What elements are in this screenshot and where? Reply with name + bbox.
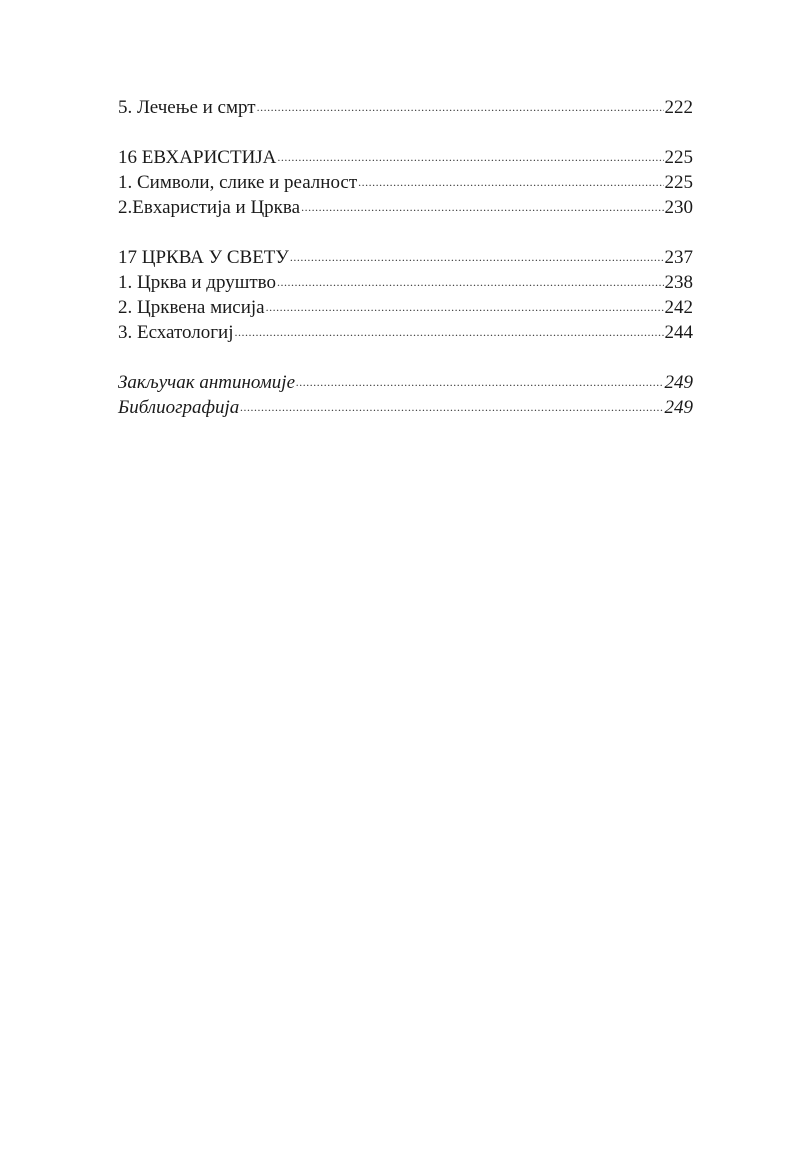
- toc-entry-page: 242: [664, 297, 693, 318]
- toc-dot-leader: [301, 195, 663, 220]
- toc-entry-page: 244: [664, 322, 693, 343]
- toc-entry-title: 3. Есхатологиј: [118, 322, 234, 343]
- toc-entry: [118, 270, 693, 295]
- toc-entry-title: 2.Евхаристија и Црква: [118, 197, 301, 218]
- toc-entry-conclusion: [118, 370, 693, 395]
- toc-entry: [118, 320, 693, 345]
- toc-entry: [118, 195, 693, 220]
- toc-dot-leader: [277, 145, 663, 170]
- toc-entry-page: 237: [664, 247, 693, 268]
- toc-entry-title: Закључак антиномије: [118, 372, 296, 393]
- toc-entry-title: 16 ЕВХАРИСТИЈА: [118, 147, 277, 168]
- toc-entry-page: 249: [664, 372, 693, 393]
- toc-dot-leader: [240, 395, 663, 420]
- toc-dot-leader: [290, 245, 664, 270]
- toc-entry-page: 225: [664, 172, 693, 193]
- toc-dot-leader: [296, 370, 663, 395]
- toc-entry-bibliography: [118, 395, 693, 420]
- toc-entry-title: 5. Лечење и смрт: [118, 97, 256, 118]
- toc-entry-title: 17 ЦРКВА У СВЕТУ: [118, 247, 289, 268]
- toc-chapter-heading: [118, 145, 693, 170]
- toc-dot-leader: [257, 95, 664, 120]
- toc-entry-title: Библиографија: [118, 397, 240, 418]
- toc-dot-leader: [266, 295, 664, 320]
- toc-entry-title: 2. Црквена мисија: [118, 297, 265, 318]
- toc-entry-title: 1. Символи, слике и реалност: [118, 172, 358, 193]
- toc-gap: [118, 345, 693, 370]
- toc-dot-leader: [358, 170, 663, 195]
- toc-entry-page: 225: [664, 147, 693, 168]
- toc-entry-page: 238: [664, 272, 693, 293]
- toc-entry-page: 230: [664, 197, 693, 218]
- toc-chapter-heading: [118, 245, 693, 270]
- toc-gap: [118, 120, 693, 145]
- toc-entry-page: 222: [664, 97, 693, 118]
- toc-entry: [118, 295, 693, 320]
- toc-gap: [118, 220, 693, 245]
- toc-entry-title: 1. Црква и друштво: [118, 272, 276, 293]
- toc-dot-leader: [235, 320, 664, 345]
- toc-dot-leader: [277, 270, 664, 295]
- toc-entry-page: 249: [664, 397, 693, 418]
- toc-entry: [118, 95, 693, 120]
- toc-entry: [118, 170, 693, 195]
- table-of-contents: [118, 95, 693, 420]
